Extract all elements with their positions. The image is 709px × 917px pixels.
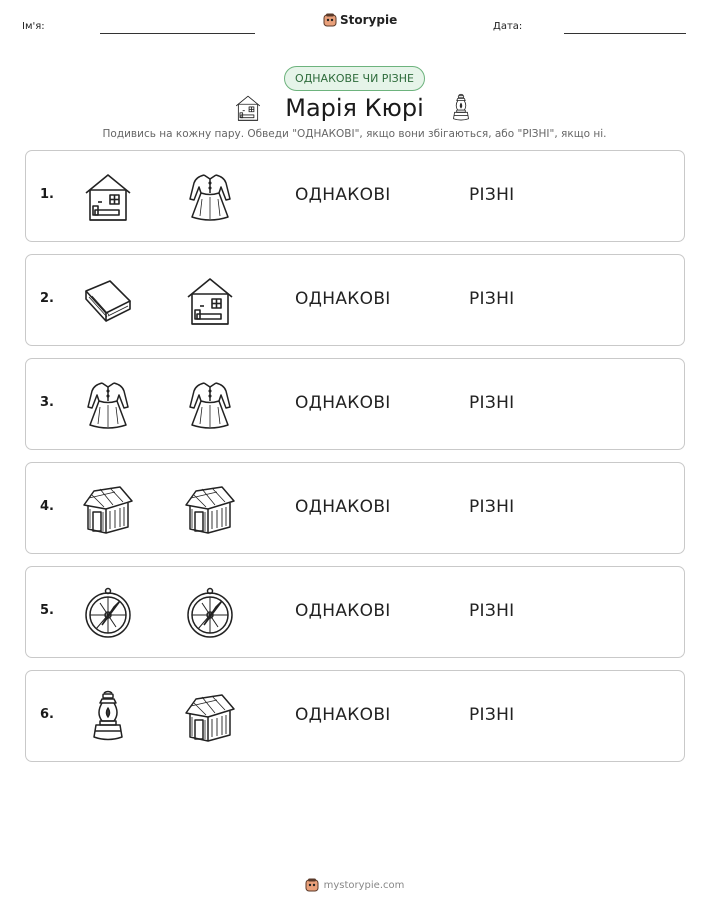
question-number: 5. [40, 603, 54, 618]
question-row [25, 670, 685, 762]
brand-name: Storypie [340, 13, 398, 27]
same-option[interactable]: ОДНАКОВІ [295, 601, 391, 621]
question-number: 3. [40, 395, 54, 410]
page-title: Марія Кюрі [285, 94, 424, 122]
lantern-icon [446, 93, 476, 123]
name-field[interactable] [100, 33, 255, 34]
shed-icon [80, 481, 136, 537]
footer-url[interactable]: mystorypie.com [323, 879, 405, 891]
lantern-icon [80, 689, 136, 745]
instructions: Подивись на кожну пару. Обведи "ОДНАКОВІ", якщо вони збігаються, або "РІЗНІ", якщо ні. [102, 128, 607, 140]
compass-icon [80, 585, 136, 641]
same-option[interactable]: ОДНАКОВІ [295, 185, 391, 205]
question-row [25, 254, 685, 346]
title-row [0, 93, 709, 123]
different-option[interactable]: РІЗНІ [469, 393, 515, 413]
brand-logo [323, 13, 397, 27]
dress-icon [182, 377, 238, 433]
question-row [25, 150, 685, 242]
house-icon [182, 273, 238, 329]
question-row [25, 566, 685, 658]
date-label: Дата: [493, 21, 523, 32]
dress-icon [80, 377, 136, 433]
same-option[interactable]: ОДНАКОВІ [295, 705, 391, 725]
question-row [25, 358, 685, 450]
same-option[interactable]: ОДНАКОВІ [295, 289, 391, 309]
different-option[interactable]: РІЗНІ [469, 289, 515, 309]
footer [0, 878, 709, 892]
question-row [25, 462, 685, 554]
different-option[interactable]: РІЗНІ [469, 497, 515, 517]
compass-icon [182, 585, 238, 641]
different-option[interactable]: РІЗНІ [469, 601, 515, 621]
worksheet-type-badge: ОДНАКОВЕ ЧИ РІЗНЕ [284, 66, 425, 91]
same-option[interactable]: ОДНАКОВІ [295, 497, 391, 517]
book-icon [80, 273, 136, 329]
shed-icon [182, 481, 238, 537]
name-label: Ім'я: [22, 21, 45, 32]
different-option[interactable]: РІЗНІ [469, 185, 515, 205]
question-number: 4. [40, 499, 54, 514]
storypie-logo-icon [305, 878, 319, 892]
house-icon [80, 169, 136, 225]
question-number: 6. [40, 707, 54, 722]
house-icon [233, 93, 263, 123]
shed-icon [182, 689, 238, 745]
same-option[interactable]: ОДНАКОВІ [295, 393, 391, 413]
date-field[interactable] [564, 33, 686, 34]
question-number: 1. [40, 187, 54, 202]
dress-icon [182, 169, 238, 225]
storypie-logo-icon [323, 13, 337, 27]
different-option[interactable]: РІЗНІ [469, 705, 515, 725]
question-number: 2. [40, 291, 54, 306]
